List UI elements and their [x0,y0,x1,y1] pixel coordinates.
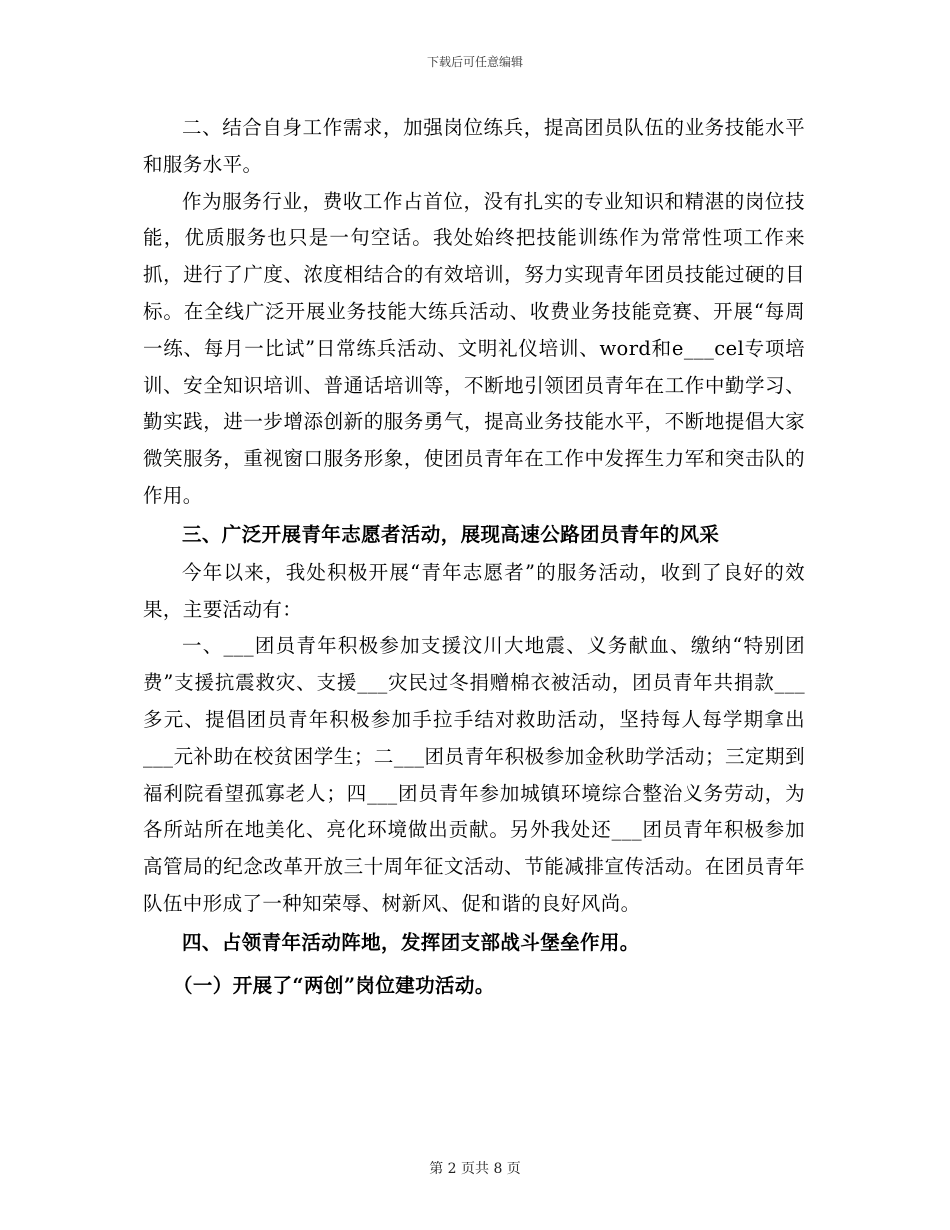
paragraph-section-2-title: 二、结合自身工作需求，加强岗位练兵，提高团员队伍的业务技能水平和服务水平。 [143,116,805,176]
page-header: 下载后可任意编辑 [426,55,523,69]
document-body [143,110,805,1009]
paragraph-skills-training: 作为服务行业，费收工作占首位，没有扎实的专业知识和精湛的岗位技能，优质服务也只是一句空话。我处始终把技能训练作为常常性项工作来抓，进行了广度、浓度相结合的有效培训，努力实现青年团员技能过硬的目标。在全线广泛开展业务技能大练兵活动、收费业务技能竞赛、开展“每周一练、每月一比试”日常练兵活动、文明礼仪培训、word和e___cel专项培训、安全知识培训、普通话培训等，不断地引领团员青年在工作中勤学习、勤实践，进一步增添创新的服务勇气，提高业务技能水平，不断地提倡大家微笑服务，重视窗口服务形象，使团员青年在工作中发挥生力军和突击队的作用。 [143,189,805,507]
paragraph-volunteer-activities: 一、___团员青年积极参加支援汶川大地震、义务献血、缴纳“特别团费”支援抗震救灾、支援___灾民过冬捐赠棉衣被活动，团员青年共捐款___多元、提倡团员青年积极参加手拉手结对救助活动，坚持每人每学期拿出___元补助在校贫困学生；二___团员青年积极参加金秋助学活动；三定期到福利院看望孤寡老人；四___团员青年参加城镇环境综合整治义务劳动，为各所站所在地美化、亮化环境做出贡献。另外我处还___团员青年积极参加高管局的纪念改革开放三十周年征文活动、节能减排宣传活动。在团员青年队伍中形成了一种知荣辱、树新风、促和谐的良好风尚。 [143,634,805,915]
paragraph-volunteer-intro: 今年以来，我处积极开展“青年志愿者”的服务活动，收到了良好的效果，主要活动有： [143,560,805,621]
subsection-heading-4-1: （一）开展了“两创”岗位建功活动。 [173,973,495,997]
section-heading-3: 三、广泛开展青年志愿者活动，展现高速公路团员青年的风采 [182,522,720,546]
page-footer: 第 2 页共 8 页 [429,1161,521,1177]
section-heading-4: 四、占领青年活动阵地，发挥团支部战斗堡垒作用。 [182,930,640,954]
